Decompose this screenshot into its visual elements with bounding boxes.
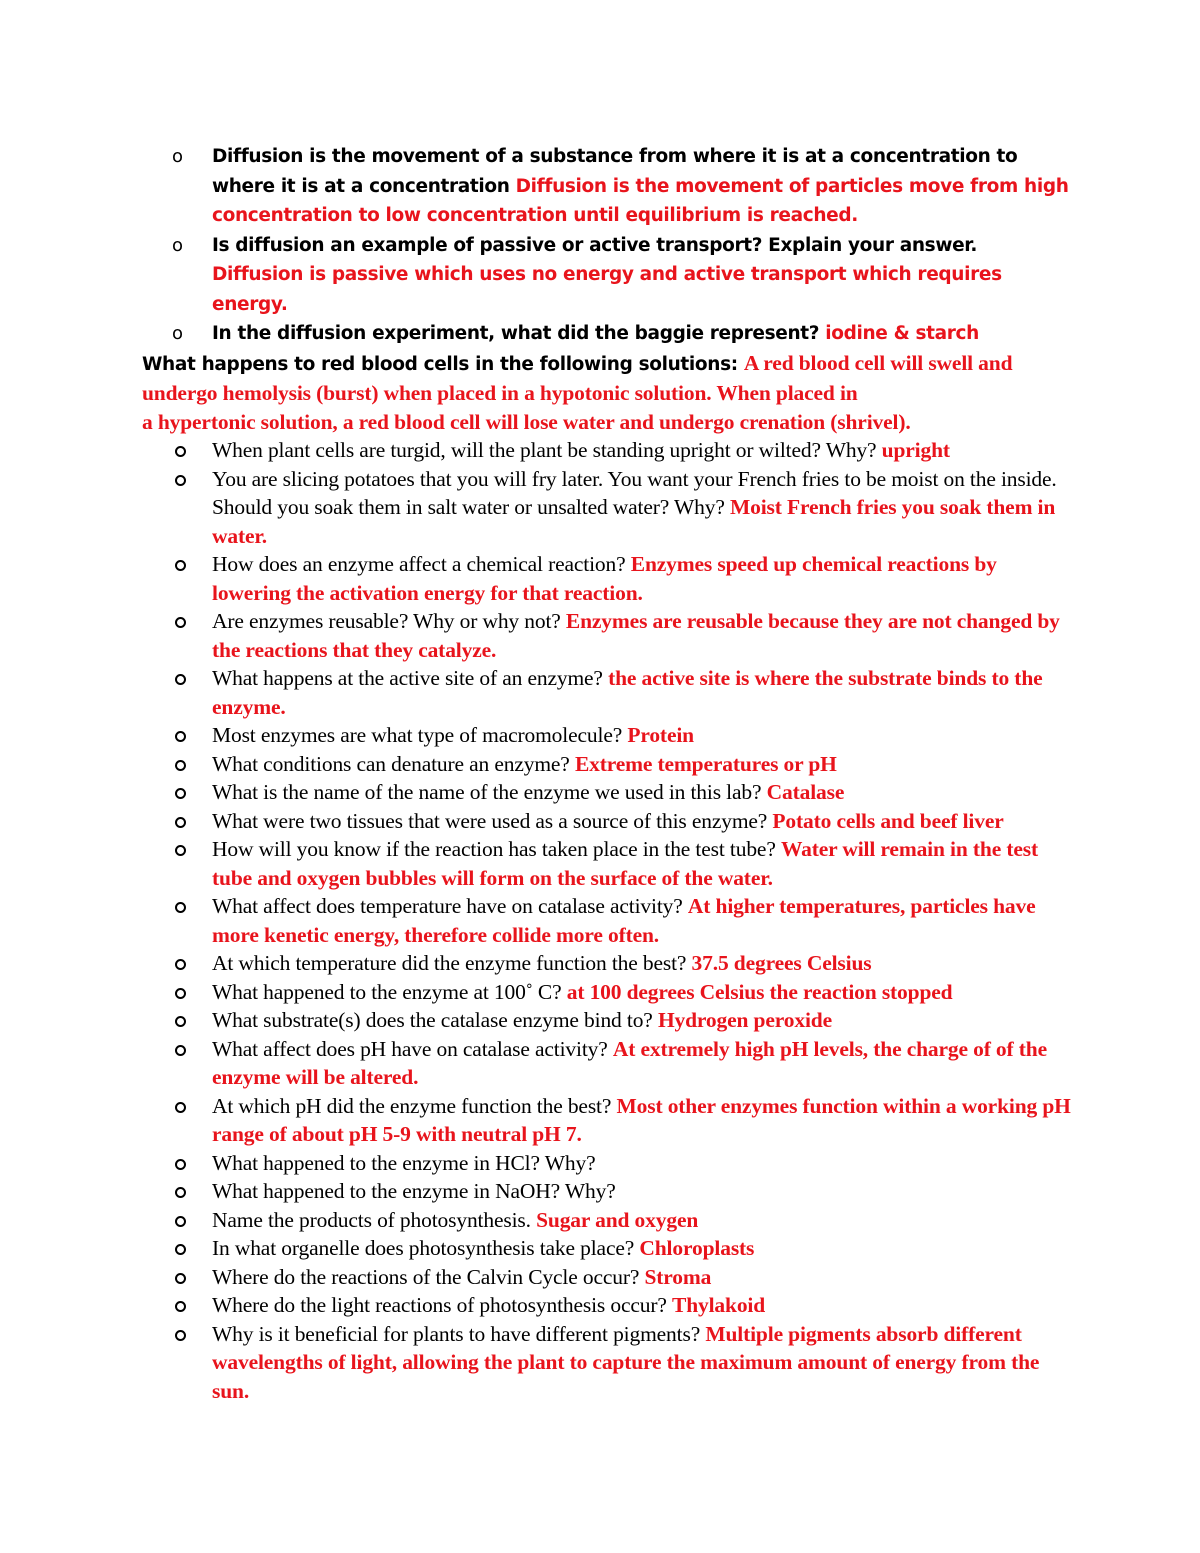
list-item	[142, 978, 1072, 1007]
list-item	[142, 835, 1072, 892]
hollow-bullet-icon	[175, 674, 186, 685]
question-text: How does an enzyme affect a chemical reaction?	[212, 552, 626, 576]
list-item	[142, 664, 1072, 721]
question-text: What is the name of the name of the enzyme we used in this lab?	[212, 780, 762, 804]
answer-text: Multiple pigments absorb different wavelengths of light, allowing the plant to capture the maximum amount of energy from the sun.	[212, 1321, 1040, 1403]
list-item	[142, 465, 1072, 551]
hollow-bullet-icon	[175, 1244, 186, 1255]
answer-text: Water will remain in the test tube and oxygen bubbles will form on the surface of the water.	[212, 837, 1038, 890]
document-content	[142, 142, 1072, 1405]
hollow-bullet-icon	[175, 617, 186, 628]
answer-text: a hypertonic solution, a red blood cell will lose water and undergo crenation (shrivel).	[142, 409, 911, 434]
list-item	[142, 1234, 1072, 1263]
hollow-bullet-icon	[175, 760, 186, 771]
list-item	[142, 1092, 1072, 1149]
list-item	[142, 1035, 1072, 1092]
question-text: You are slicing potatoes that you will fry later. You want your French fries to be moist on the inside. Should you soak them in salt water or unsalted water? Why?	[212, 466, 1057, 519]
answer-text: Moist French fries you soak them in water.	[212, 495, 1056, 548]
list-item	[142, 436, 1072, 465]
hollow-bullet-icon	[175, 1102, 186, 1113]
answer-text: Thylakoid	[672, 1293, 766, 1317]
answer-text: Protein	[627, 723, 694, 747]
question-text: What were two tissues that were used as a source of this enzyme?	[212, 808, 768, 833]
answer-text: Chloroplasts	[639, 1236, 755, 1260]
answer-text: Enzymes are reusable because they are not changed by the reactions that they catalyze.	[212, 609, 1060, 662]
hollow-bullet-icon	[175, 1273, 186, 1284]
question-text: What happened to the enzyme at 100˚ C?	[212, 979, 562, 1004]
question-text: How will you know if the reaction has taken place in the test tube?	[212, 837, 776, 861]
list-item	[142, 550, 1072, 607]
list-item	[142, 721, 1072, 750]
hollow-bullet-icon	[175, 902, 186, 913]
hollow-bullet-icon	[175, 1216, 186, 1227]
question-text: What happened to the enzyme in HCl? Why?	[212, 1150, 596, 1175]
hollow-bullet-icon	[175, 959, 186, 970]
list-item	[142, 778, 1072, 807]
answer-text: at 100 degrees Celsius the reaction stopped	[566, 979, 953, 1004]
answer-text: the active site is where the substrate binds to the enzyme.	[212, 666, 1043, 719]
question-text: What affect does pH have on catalase activity?	[212, 1036, 608, 1061]
list-item	[142, 607, 1072, 664]
answer-text: Enzymes speed up chemical reactions by lowering the activation energy for that reaction.	[212, 552, 997, 605]
list-item	[142, 1206, 1072, 1235]
hollow-bullet-icon	[175, 1159, 186, 1170]
list-item	[142, 142, 1072, 231]
hollow-bullet-icon	[175, 1187, 186, 1198]
list-item	[142, 1177, 1072, 1206]
diffusion-list	[142, 142, 1072, 349]
question-text: What substrate(s) does the catalase enzyme bind to?	[212, 1008, 653, 1032]
question-text: Where do the reactions of the Calvin Cycle occur?	[212, 1264, 640, 1289]
question-text: Are enzymes reusable? Why or why not?	[212, 609, 561, 633]
list-item	[142, 750, 1072, 779]
question-text: In what organelle does photosynthesis take place?	[212, 1236, 635, 1260]
hollow-bullet-icon: o	[172, 146, 183, 167]
hollow-bullet-icon	[175, 988, 186, 999]
list-item	[142, 1291, 1072, 1320]
answer-text: Diffusion is the movement of particles move from high concentration to low concentration until equilibrium is reached.	[212, 175, 1069, 226]
question-text: At which pH did the enzyme function the best?	[212, 1093, 612, 1118]
question-text: Where do the light reactions of photosynthesis occur?	[212, 1293, 667, 1317]
answer-text: Sugar and oxygen	[536, 1207, 699, 1232]
answer-text: iodine & starch	[825, 323, 979, 344]
answer-text: 37.5 degrees Celsius	[691, 951, 872, 975]
answer-text: At higher temperatures, particles have more kenetic energy, therefore collide more often.	[212, 894, 1036, 947]
red-blood-cell-paragraph	[142, 349, 1072, 437]
question-text: Name the products of photosynthesis.	[212, 1207, 531, 1232]
question-text: What happened to the enzyme in NaOH? Why?	[212, 1179, 616, 1203]
question-text: What happens to red blood cells in the following solutions:	[142, 353, 738, 375]
answer-text: Extreme temperatures or pH	[574, 751, 837, 776]
hollow-bullet-icon	[175, 1045, 186, 1056]
question-text: When plant cells are turgid, will the plant be standing upright or wilted? Why?	[212, 438, 877, 462]
list-item	[142, 1149, 1072, 1178]
answer-text: Potato cells and beef liver	[772, 808, 1004, 833]
hollow-bullet-icon	[175, 1301, 186, 1312]
question-text: What happens at the active site of an enzyme?	[212, 666, 603, 690]
list-item	[142, 949, 1072, 978]
hollow-bullet-icon	[175, 817, 186, 828]
list-item	[142, 807, 1072, 836]
hollow-bullet-icon	[175, 446, 186, 457]
answer-text: Diffusion is passive which uses no energy and active transport which requires energy.	[212, 264, 1002, 315]
question-text: At which temperature did the enzyme function the best?	[212, 951, 687, 975]
hollow-bullet-icon	[175, 560, 186, 571]
question-text: What affect does temperature have on catalase activity?	[212, 894, 683, 918]
question-text: Most enzymes are what type of macromolecule?	[212, 723, 623, 747]
list-item	[142, 1006, 1072, 1035]
list-item	[142, 1263, 1072, 1292]
rbc-question-line	[142, 354, 744, 375]
answer-text: At extremely high pH levels, the charge of of the enzyme will be altered.	[212, 1036, 1047, 1089]
answer-text: undergo hemolysis (burst) when placed in a hypotonic solution. When placed in	[142, 381, 858, 405]
hollow-bullet-icon: o	[172, 323, 183, 344]
question-text: Diffusion is the movement of a substance from where it is at a concentration to where it is at a concentration	[212, 146, 1018, 197]
hollow-bullet-icon	[175, 731, 186, 742]
answer-text: A red blood cell will swell and	[743, 350, 1013, 375]
hollow-bullet-icon	[175, 1016, 186, 1027]
list-item	[142, 892, 1072, 949]
question-text: Is diffusion an example of passive or active transport? Explain your answer.	[212, 234, 978, 256]
list-item	[142, 319, 1072, 349]
enzyme-list	[142, 436, 1072, 1405]
answer-text: Hydrogen peroxide	[657, 1008, 832, 1032]
question-text: In the diffusion experiment, what did the baggie represent?	[212, 323, 820, 344]
question-text: What conditions can denature an enzyme?	[212, 751, 570, 776]
hollow-bullet-icon: o	[172, 234, 183, 256]
list-item	[142, 1320, 1072, 1406]
hollow-bullet-icon	[175, 788, 186, 799]
answer-text: Catalase	[766, 780, 845, 804]
answer-text: upright	[881, 438, 950, 462]
hollow-bullet-icon	[175, 1330, 186, 1341]
question-text: Why is it beneficial for plants to have different pigments?	[212, 1321, 701, 1346]
hollow-bullet-icon	[175, 845, 186, 856]
list-item	[142, 231, 1072, 320]
answer-text: Most other enzymes function within a working pH range of about pH 5-9 with neutral pH 7.	[212, 1093, 1071, 1146]
hollow-bullet-icon	[175, 475, 186, 486]
answer-text: Stroma	[644, 1264, 712, 1289]
